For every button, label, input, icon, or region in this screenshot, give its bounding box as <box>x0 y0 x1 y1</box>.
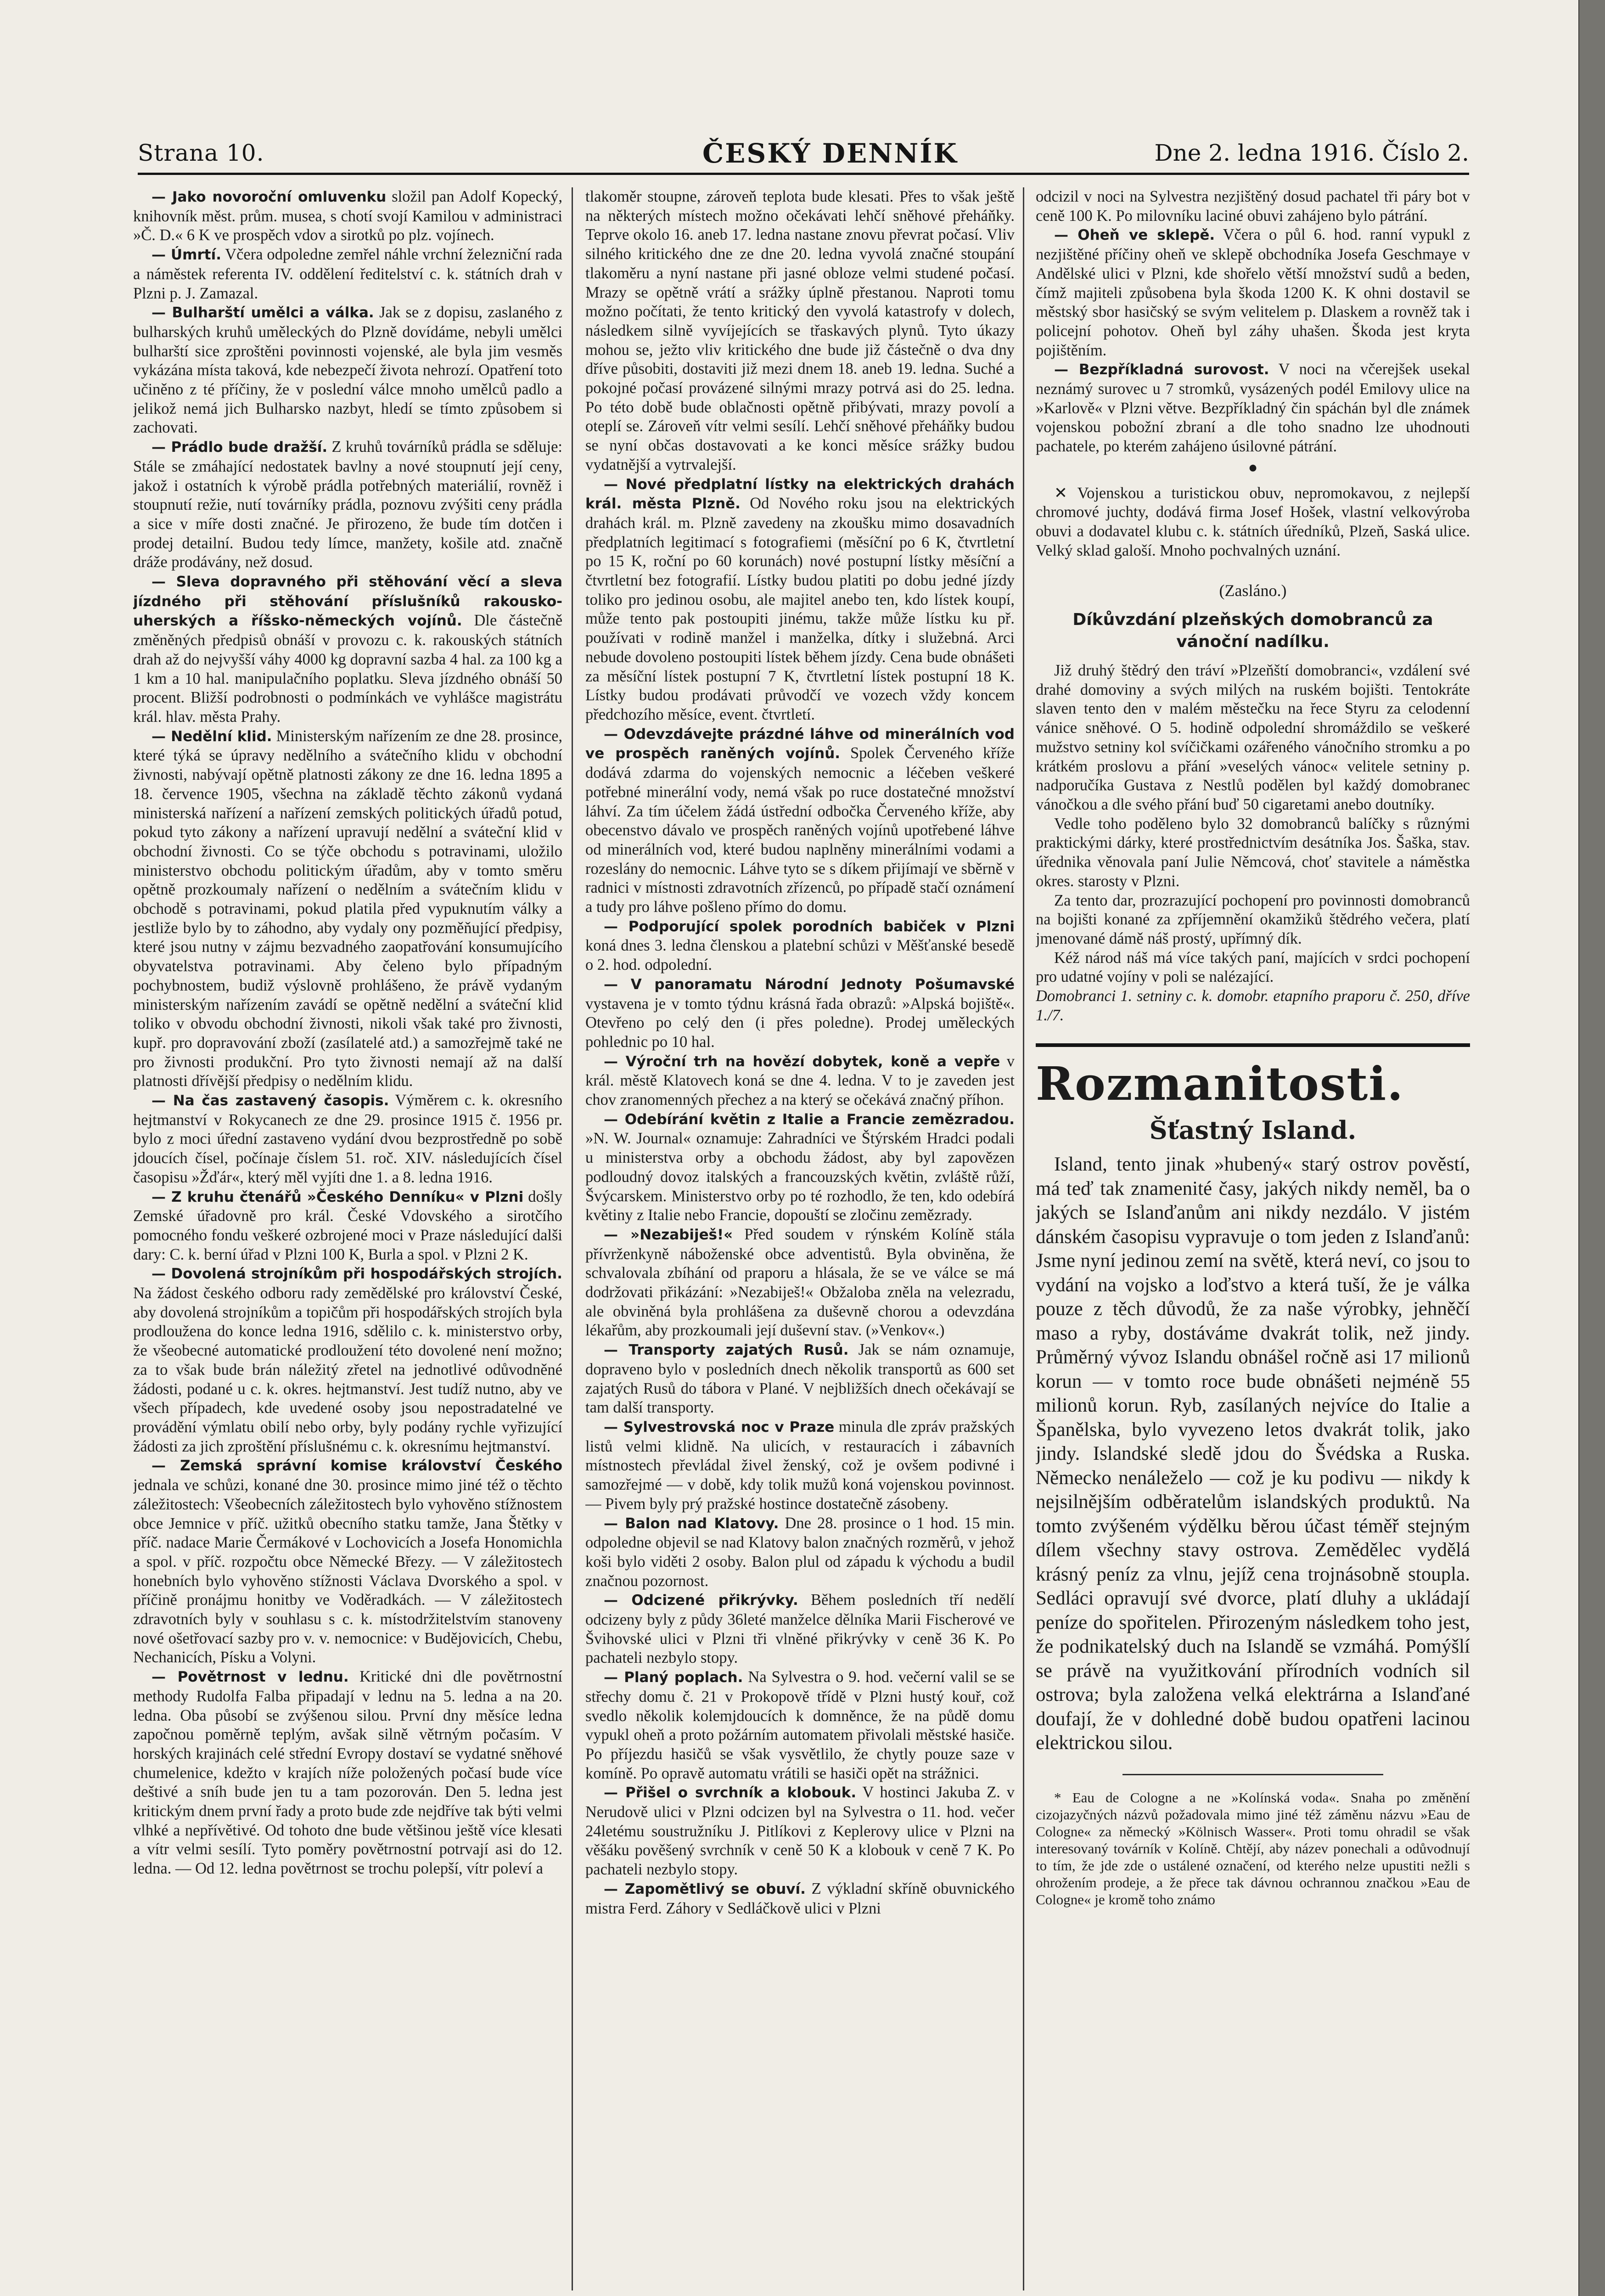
article-paragraph <box>133 572 562 727</box>
page-header <box>138 136 1469 174</box>
article-text: složil pan Adolf Kopecký, knihovník měst. prům. musea, s chotí svojí Kamilou v administraci »Č. D.« 6 K ve prospěch vdov a sirotků po plz. vojínech. <box>133 188 562 244</box>
article-text: »N. W. Journal« oznamuje: Zahradníci ve Štýrském Hradci podali u ministerstva orby a obchodu žádost, aby byl zapovězen podloudný dovoz italských a francouzských květin, zvláště růží, Švýcarskem. Ministerstvo orby po té rozhodlo, že ten, kdo odebírá květiny z Italie nebo Francie, dopouští se zločinu zemězrady. <box>585 1130 1015 1224</box>
thanks-paragraph: Již druhý štědrý den tráví »Plzeňští domobranci«, vzdálení své drahé domoviny a svých milých na ruském bojišti. Tentokráte slaven tento den v malém městečku na řece Styru za celodenní vánice sněhové. O 5. hodině odpolední shromáždilo se veškeré mužstvo setniny kol svíčičkami ozářeného vánočního stromku a po krátkém proslovu a přání »veselých vánoc« velitele setniny p. nadporučíka Gustava z Nestlů podělen byl každý domobranec vánočkou a dle svého přání buď 50 cigaretami anebo doutníky. <box>1036 662 1470 813</box>
section-rule <box>1122 1774 1383 1775</box>
article-headline: — Přišel o svrchník a klobouk. <box>604 1784 857 1801</box>
article-headline: — Podporující spolek porodních babiček v Plzni <box>604 918 1015 935</box>
article-paragraph <box>585 1110 1015 1225</box>
thanks-title: Díkůvzdání plzeňských domobranců za vánoční nadílku. <box>1072 610 1433 652</box>
article-text: Z výkladní skříně obuvnického mistra Ferd. Záhory v Sedláčkově ulici v Plzni <box>585 1880 1015 1917</box>
thanks-paragraph: Kéž národ náš má více takých paní, majících v srdci pochopení pro udatné vojíny v poli se nalézající. <box>1036 949 1470 986</box>
article-paragraph <box>585 1340 1015 1418</box>
article-headline: — Zapomětlivý se obuví. <box>604 1880 806 1897</box>
column-1 <box>133 187 562 2286</box>
article-text: Z kruhů továrníků prádla se sděluje: Stále se zmáhající nedostatek bavlny a nové stoupnutí její ceny, jakož i ostatních k výrobě prádla potřebných materiálií, rovněž i stoupnutí režie, nutí továrníky prádla, poznovu zvýšiti ceny prádla a sice v míře dosti značné. Je přirozeno, že bude tím dotčen i prodej detailní. Budou tedy límce, manžety, košile atd. značně dráže prodávány, než dosud. <box>133 438 562 571</box>
island-paragraph: Island, tento jinak »hubený« starý ostrov pověstí, má teď tak znamenité časy, jakých nikdy neměl, ba o jakých se Islanďanům ani nikdy nezdálo. V jistém dánském časopisu vypravuje o tom jeden z Islanďanů: Jsme nyní jedinou zemí na světě, která neví, co jsou to vydání na vojsko a loďstvo a která tuší, že je válka pouze z těch důvodů, že za naše výrobky, jehněčí maso a ryby, dostáváme dvakrát tolik, než jindy. Průměrný vývoz Islandu obnášel ročně asi 17 milionů korun — v tomto roce bude obnášeti nejméně 55 milionů korun. Ryb, zasílaných nejvíce do Italie a Španělska, bylo vyvezeno letos dvakrát tolik, jako jindy. Islandské sledě jdou do Švédska a Ruska. Německo nenáleželo — což je ku podivu — nikdy k nejsilnějším odběratelům islandských produktů. Na tomto zvýšeném výdělku běrou účast téměř stejným dílem všechny stavy ostrova. Zemědělec vydělá krásný peníz za vlnu, jejíž cena trojnásobně stoupla. Sedláci opravují své dvorce, platí dluhy a ukládají peníze do spořitelen. Přirozeným následkem toho jest, že podnikatelský duch na Islandě se vzmáhá. Pomýšlí se právě na využitkování přírodních vodních sil ostrova; byla založena velká elektrárna a Islanďané doufají, že v dohledné době budou opatřeni lacinou elektrickou silou. <box>1036 1154 1470 1754</box>
article-headline: — Nedělní klid. <box>152 728 272 745</box>
article-paragraph <box>585 1052 1015 1110</box>
article-paragraph <box>585 975 1015 1052</box>
article-headline: — Odebírání květin z Italie a Francie zemězradou. <box>604 1111 1015 1128</box>
story-title: Šťastný Island. <box>1149 1115 1357 1145</box>
article-text: Na Sylvestra o 9. hod. večerní valil se se střechy domu č. 21 v Prokopově třídě v Plzni hustý kouř, což svedlo několik kolemjdoucích k domněnce, že na půdě domu vypukl oheň a proto požárním automatem přivolali městské hasiče. Po příjezdu hasičů se však vysvětlilo, že chytly pouze saze v komíně. Po opravě automatu vrátili se hasiči opět na strážnici. <box>585 1668 1015 1782</box>
article-paragraph <box>585 1880 1015 1918</box>
separator-star: ● <box>1248 458 1258 476</box>
article-paragraph <box>585 1514 1015 1591</box>
article-paragraph <box>133 727 562 1091</box>
article-headline: — Sylvestrovská noc v Praze <box>604 1419 835 1435</box>
article-paragraph <box>133 1187 562 1265</box>
article-paragraph <box>585 187 1015 475</box>
article-headline: — Planý poplach. <box>604 1669 743 1686</box>
section-label: (Zasláno.) <box>1219 581 1287 600</box>
article-text: v král. městě Klatovech koná se dne 4. ledna. V to je zaveden jest chov zranomenných přechez a na který se očekává značný příhon. <box>585 1052 1015 1109</box>
header-rule <box>138 173 1469 175</box>
article-paragraph <box>585 1668 1015 1783</box>
article-text: minula dle zpráv pražských listů velmi klidně. Na ulicích, v restauracích i zábavních místnostech převládal živel ženský, což je ovšem podivné i samozřejmé — v době, kdy tolik mužů koná vojenskou povinnost. — Pivem byly prý pražské hostince dostatečně zásobeny. <box>585 1418 1015 1513</box>
page-number: Strana 10. <box>138 140 264 166</box>
article-paragraph <box>1036 187 1470 225</box>
article-paragraph <box>585 1591 1015 1668</box>
article-headline: — Jako novoroční omluvenku <box>152 189 387 205</box>
column-3-news <box>1036 187 1470 456</box>
issue-date: Dne 2. ledna 1916. Číslo 2. <box>1154 140 1469 166</box>
article-headline: — Odevzdávejte prázdné láhve od minerálních vod ve prospěch raněných vojínů. <box>585 726 1015 762</box>
article-headline: — Dovolená strojníkům při hospodářských strojích. <box>152 1266 562 1283</box>
column-divider <box>1023 187 1024 2290</box>
column-3 <box>1036 187 1470 2286</box>
article-headline: — Prádlo bude dražší. <box>152 439 328 456</box>
article-headline: — Odcizené přikrývky. <box>604 1592 798 1609</box>
article-text: Výměrem c. k. okresního hejtmanství v Rokycanech ze dne 29. prosince 1915 č. 1956 pr. bylo z moci úřední zastaveno vydání dvou bezprostředně po sobě jdoucích čísel, počínaje číslem 51. roč. XIV. následujících čísel časopisu »Žďár«, který měl vyjíti dne 1. a 8. ledna 1916. <box>133 1092 562 1186</box>
article-headline: — Nové předplatní lístky na elektrických drahách král. města Plzně. <box>585 476 1015 512</box>
thanks-body <box>1036 661 1470 987</box>
article-headline: — V panoramatu Národní Jednoty Pošumavské <box>604 976 1015 993</box>
article-headline: — Bulharští umělci a válka. <box>152 304 374 321</box>
newspaper-title: ČESKÝ DENNÍK <box>702 138 958 169</box>
thanks-signature: Domobranci 1. setniny c. k. domobr. etapního praporu č. 250, dříve 1./7. <box>1036 987 1470 1024</box>
article-text: Kritické dni dle povětrnostní methody Rudolfa Falba připadají v lednu na 5. ledna a na 20. ledna. Oba působí se zvýšenou silou. První dny měsíce ledna započnou poměrně teplým, avšak silně větrným počasím. V horských krajinách celé střední Evropy dostaví se vydatné sněhové chumelenice, kdežto v krajích níže položených počasí bude více deštivé a sníh bude jen tu a tam pozorován. Den 5. ledna jest kritickým dnem první řady a proto bude zde nejdříve tak býti velmi vlhké a nepřívětivé. Od tohoto dne bude většinou ještě více klesati a vítr velmi sesílí. Tyto poměry povětrnostní potrvají asi do 12. ledna. — Od 12. ledna povětrnost se trochu polepší, vítr poleví a <box>133 1668 562 1878</box>
article-headline: — Balon nad Klatovy. <box>604 1515 779 1532</box>
article-paragraph <box>133 245 562 303</box>
article-text: koná dnes 3. ledna členskou a platební schůzi v Měšťanské besedě o 2. hod. odpolední. <box>585 937 1015 974</box>
page-edge <box>1579 0 1605 2296</box>
article-text: odcizil v noci na Sylvestra nezjištěný dosud pachatel tři páry bot v ceně 100 K. Po milovníku laciné obuvi zahájeno bylo pátrání. <box>1036 188 1470 225</box>
article-paragraph <box>585 475 1015 725</box>
article-text: Spolek Červeného kříže dodává zdarma do vojenských nemocnic a léčeben veškeré potřebné minerální vody, nemá však po ruce dostatečné množství láhví. Za tím účelem žádá ústřední odbočka Červeného kříže, aby obecenstvo dávalo ve prospěch raněných vojínů upotřebené láhve od minerálních vod, které budou naplněny minerálními vodami a rozeslány do nemocnic. Láhve tyto se s díkem přijímají ve sběrně v radnici v místnosti zdravotních zřízenců, po případě stačí oznámení a tudy pro láhve pošleno přímo do domu. <box>585 744 1015 916</box>
article-headline: — Zemská správní komise království Českého <box>152 1458 562 1474</box>
article-headline: — Bezpříkladná surovost. <box>1054 361 1269 378</box>
article-text: Na žádost českého odboru rady zemědělské pro království České, aby dovolená strojníkům a topičům při hospodářských strojích byla prodloužena do konce ledna 1916, sdělilo c. k. ministerstvo orby, že všeobecné automatické prodloužení této dovolené není možno; za to však bude brán náležitý zřetel na jednotlivé odůvodněné žádosti, podané u c. k. okres. hejtmanství. Jest tudíž nutno, aby ve všech případech, kde uvedené osoby jsou nepostradatelné ve provádění výmlatu obilí nebo orby, byly podány rychle vyřizující žádosti za jich zproštění příslušnému c. k. okresnímu hejtmanství. <box>133 1284 562 1455</box>
eau-de-cologne-story <box>1036 1789 1470 1908</box>
article-text: jednala ve schůzi, konané dne 30. prosince mimo jiné též o těchto záležitostech: Všeobecních záležitostech bylo vyhověno stížnostem obce Jemnice v příč. užitků obecního statku tamže, Jana Štětky v příč. nadace Marie Čermákové v Lochovicích a Josefa Honomichla a spol. v příč. rozpočtu obce Německé Březy. — V záležitostech honebních bylo vyhověno stížnosti Václava Dvorského a spol. v příčině pronájmu honitby ve Voděradkách. — V záležitostech zdravotních byly v souhlasu s c. k. místodržitelstvím stanoveny nové ošetřovací sazby pro v. v. nemocnice: v Budějovicích, Chebu, Nechanicích, Písku a Volyni. <box>133 1476 562 1666</box>
article-text: Dle částečně změněných předpisů obnáší v provozu c. k. rakouských státních drah až do nejvyšší váhy 4000 kg dopravní sazba 4 hal. za 100 kg a 1 km a 10 hal. manipulačního poplatku. Sleva jízdného obnáší 50 procent. Bližší podrobnosti o podmínkách ve vyhlášce magistrátu král. hlav. města Prahy. <box>133 612 562 726</box>
island-story <box>1036 1153 1470 1756</box>
article-paragraph <box>133 1264 562 1456</box>
section-rule <box>1036 1043 1470 1047</box>
article-paragraph <box>133 1667 562 1879</box>
column-divider <box>572 187 573 2290</box>
article-headline: — Oheň ve sklepě. <box>1054 227 1215 244</box>
article-text: Dne 28. prosince o 1 hod. 15 min. odpoledne objevil se nad Klatovy balon značných rozměrů, v jehož koši bylo viděti 2 osoby. Balon plul od západu k východu a budil značnou pozornost. <box>585 1514 1015 1590</box>
article-text: Včera o půl 6. hod. ranní vypukl z nezjištěné příčiny oheň ve sklepě obchodníka Josefa Geschmaye v Andělské ulici v Plzni, kde shořelo větší množství sudů a beden, čímž majiteli způsobena byla škoda 1200 K. K ohni dostavil se městský sbor hasičský se svým velitelem p. Dlaskem a rovněž tak i policejní pohotov. Oheň byl záhy uhašen. Škoda jest kryta pojištěním. <box>1036 226 1470 359</box>
article-text: Včera odpoledne zemřel náhle vrchní železniční rada a náměstek referenta IV. oddělení ředitelství c. k. státních drah v Plzni p. J. Zamazal. <box>133 246 562 302</box>
article-text: došly Zemské úřadovně pro král. České Vdovského a sirotčího pomocného fondu veškeré ozbrojené moci v Praze následující dalši dary: C. k. berní úřad v Plzni 100 K, Burla a spol. v Plzni 2 K. <box>133 1187 562 1263</box>
article-text: Jak se z dopisu, zaslaného z bulharských kruhů uměleckých do Plzně dovídáme, nebyli umělci bulharští sice zproštěni povinnosti vojenské, ale byla jim vesměs vykázána místa taková, kde nebezpečí života nehrozí. Opatření toto učiněno z té příčiny, že v poslední válce mnoho umělců padlo a jelikož nemá jich Bulharsko nazbyt, hledí se tímto způsobem si zachovati. <box>133 304 562 437</box>
article-paragraph <box>1036 225 1470 360</box>
advert-notice: ✕ Vojenskou a turistickou obuv, nepromokavou, z nejlepší chromové juchty, dodává firma Josef Hošek, vlastní velkovýroba obuvi a dodavatel klubu c. k. státních úředníků, Plzeň, Saská ulice. Velký sklad galoší. Mnoho pochvalných uznání. <box>1036 484 1470 559</box>
article-text: tlakoměr stoupne, zároveň teplota bude klesati. Přes to však ještě na některých místech možno očekávati lehčí sněhové přeháňky. Teprve okolo 16. aneb 17. ledna nastane znovu převrat počasí. Vliv silného kritického dne ze dne 20. ledna vyvolá značné stoupání tlakoměru a nyní nastane při jasné obloze velmi studené počasí. Mrazy se opětně vrátí a srážky úplně přestanou. Naproti tomu možno počítati, že tento kritický den vyvolá katastrofy v dolech, následkem silně vyvíjejících se třaskavých plynů. Tyto úkazy mohou se, ježto vliv kritického dne bude již částečně o dva dny dříve působiti, dostaviti již mezi dnem 18. aneb 19. ledna. Suché a pokojné počasí provázené silnými mrazy potrvá asi do 25. ledna. Po této době bude oblačnosti opětně přibývati, mrazy povolí a oteplí se. Zároveň vítr velmi sesílí. Lehčí sněhové přeháňky budou se nyní občas dostavovati a ke konci měsíce srážky budou vydatnější a vytrvalejší. <box>585 188 1015 473</box>
article-text: Během posledních tří nedělí odcizeny byly z půdy 36leté manželce dělníka Marii Fischerové ve Švihovské ulici v Plzni tři vlněné přikrývky v ceně 36 K. Po pachateli nezbylo stopy. <box>585 1591 1015 1667</box>
article-paragraph <box>585 1418 1015 1514</box>
article-text: Od Nového roku jsou na elektrických drahách král. m. Plzně zavedeny na zkoušku mimo dosavadních předplatních legitimací s fotografiemi (měsíční po 6 K, čtvrtletní po 15 K, roční po 60 korunách) nové postupní lístky měsíční a čtvrtletní bez fotografií. Lístky budou platiti po dobu jedné jízdy toliko pro jedinou osobu, ale majitel anebo ten, kdo lístek koupí, může tento pak postoupiti jinému, takže může lístku ku př. používati v rodině manžel i manželka, dítky i služebná. Arci nebude dovoleno postoupiti lístek během jízdy. Cena bude obnášeti za měsíční lístek postupní 7 K, čtvrtletní lístek postupní 18 K. Lístky budou prodávati průvodčí ve vozech vždy koncem předchozího měsíce, event. čtvrtletí. <box>585 495 1015 723</box>
article-paragraph <box>585 1225 1015 1340</box>
article-paragraph <box>133 1091 562 1187</box>
article-headline: — Na čas zastavený časopis. <box>152 1092 389 1109</box>
article-headline: — Povětrnost v lednu. <box>152 1669 349 1686</box>
column-2 <box>585 187 1015 2286</box>
article-headline: — Z kruhu čtenářů »Českého Denníku« v Plzni <box>152 1188 524 1205</box>
article-paragraph <box>133 303 562 438</box>
article-paragraph <box>133 1456 562 1667</box>
article-headline: — Úmrtí. <box>152 247 221 264</box>
article-text: vystavena je v tomto týdnu krásná řada obrazů: »Alpská bojiště«. Otevřeno po celý den (i přes poledne). Prodej uměleckých pohlednic po 10 hal. <box>585 995 1015 1051</box>
article-headline: — Transporty zajatých Rusů. <box>604 1342 849 1359</box>
thanks-paragraph: Vedle toho poděleno bylo 32 domobranců balíčky s různými praktickými dárky, které prostřednictvím desátníka Jos. Šaška, stav. úřednika věnovala paní Julie Němcová, choť stavitele a náměstka okres. starosty v Plzni. <box>1036 815 1470 890</box>
article-paragraph <box>585 917 1015 975</box>
article-text: V hostinci Jakuba Z. v Nerudově ulici v Plzni odcizen byl na Sylvestra o 11. hod. večer 24letému soustružníku J. Pitlíkovi z Keplerovy ulice v Plzni na věšáku pověšený svrchník v ceně 50 K a klobouk v ceně 7 K. Po pachateli nezbylo stopy. <box>585 1784 1015 1879</box>
article-paragraph <box>585 725 1015 917</box>
article-paragraph <box>133 438 562 572</box>
article-paragraph <box>585 1783 1015 1880</box>
thanks-paragraph: Za tento dar, prozrazující pochopení pro povinnosti domobranců na bojišti konané za zpříjemnění okamžiků štědrého večera, platí jmenované dámě náš prostý, upřímný dík. <box>1036 891 1470 947</box>
article-paragraph <box>133 187 562 245</box>
article-headline: — »Nezabiješ!« <box>604 1226 733 1243</box>
article-headline: — Výroční trh na hovězí dobytek, koně a vepře <box>604 1053 1000 1070</box>
article-text: V noci na včerejšek usekal neznámý surovec u 7 stromků, vysázených podél Emilovy ulice na »Karlově« v Plzni větve. Bezpříkladný čin spáchán byl dle známek vojenskou pobožní zbraní a dle toho snadno lze uhodnouti pachatele, po kterém zahájeno úsilovné pátrání. <box>1036 360 1470 456</box>
article-text: Před soudem v rýnském Kolíně stála přívrženkyně náboženské obce adventistů. Byla obviněna, že schvalovala zbíhání od praporu a hlásala, že se ve válce se má dodržovati přikázání: »Nezabiješ!« Obžaloba zněla na velezradu, ale obviněná byla prohlášena za duševně chorou a odevzdána lékařům, aby prozkoumali její duševní stav. (»Venkov«.) <box>585 1225 1015 1339</box>
article-text: Ministerským nařízením ze dne 28. prosince, které týká se úpravy nedělního a svátečního klidu v obchodní živnosti, nabývají opětně platnosti zákony ze dne 16. ledna 1895 a 18. července 1905, všechna na základě těchto zákonů vydaná ministerská nařízení a nařízení zemských politických úřadů potud, pokud tyto zákony a nařízení upravují nedělní a sváteční klid v obchodní živnosti. Co se týče obchodu s potravinami, uložilo ministerstvo obchodu politickým úřadům, aby v tomto směru opětně prozkoumaly nařízení o nedělním a svátečním klidu v obchodě s potravinami, pokud platila před vypuknutím války a jestliže bylo by to záhodno, aby vydaly ony pozměňující předpisy, které jsou nutny v zájmu bezvadného zaopatřování konsumujícího obyvatelstva potravinami. Aby čeleno bylo případným pochybnostem, budiž výslovně prohlášeno, že právě vydaným ministerským nařízením zavádí se opětně nedělní a sváteční klid toliko v obvodu obchodní živnosti, nikoli však také pro živnosti, kupř. pro dopravování zboží (zasílatelé atd.) a samozřejmě také ne pro živnosti produkční. Pro tyto živnosti nemají až na další platnosti dřívější předpisy o nedělním klidu. <box>133 727 562 1090</box>
section-masthead: Rozmanitosti. <box>1036 1057 1404 1111</box>
eau-paragraph: * Eau de Cologne a ne »Kolínská voda«. Snaha po změnění cizojazyčných názvů požadovala mimo jiné též záměnu názvu »Eau de Cologne« za německý »Kölnisch Wasser«. Proti tomu ohradil se však interesovaný továrník v Kolíně. Chtějí, aby název ponechali a odůvodnují to tím, že jde zde o ustálené označení, od kterého nelze upustiti nežli s ohrožením prodeje, a že přece tak dávnou ochrannou značkou »Eau de Cologne« je kromě toho známo <box>1036 1789 1470 1908</box>
article-headline: — Sleva dopravného při stěhování věcí a sleva jízdného při stěhování příslušníků rakousko-uherských a říšsko-německých vojínů. <box>133 574 562 630</box>
article-paragraph <box>1036 360 1470 456</box>
article-text: Jak se nám oznamuje, dopraveno bylo v posledních dnech několik transportů as 600 set zajatých Rusů do tábora v Plané. V nejbližších dnech očekávají se tam další transporty. <box>585 1341 1015 1417</box>
